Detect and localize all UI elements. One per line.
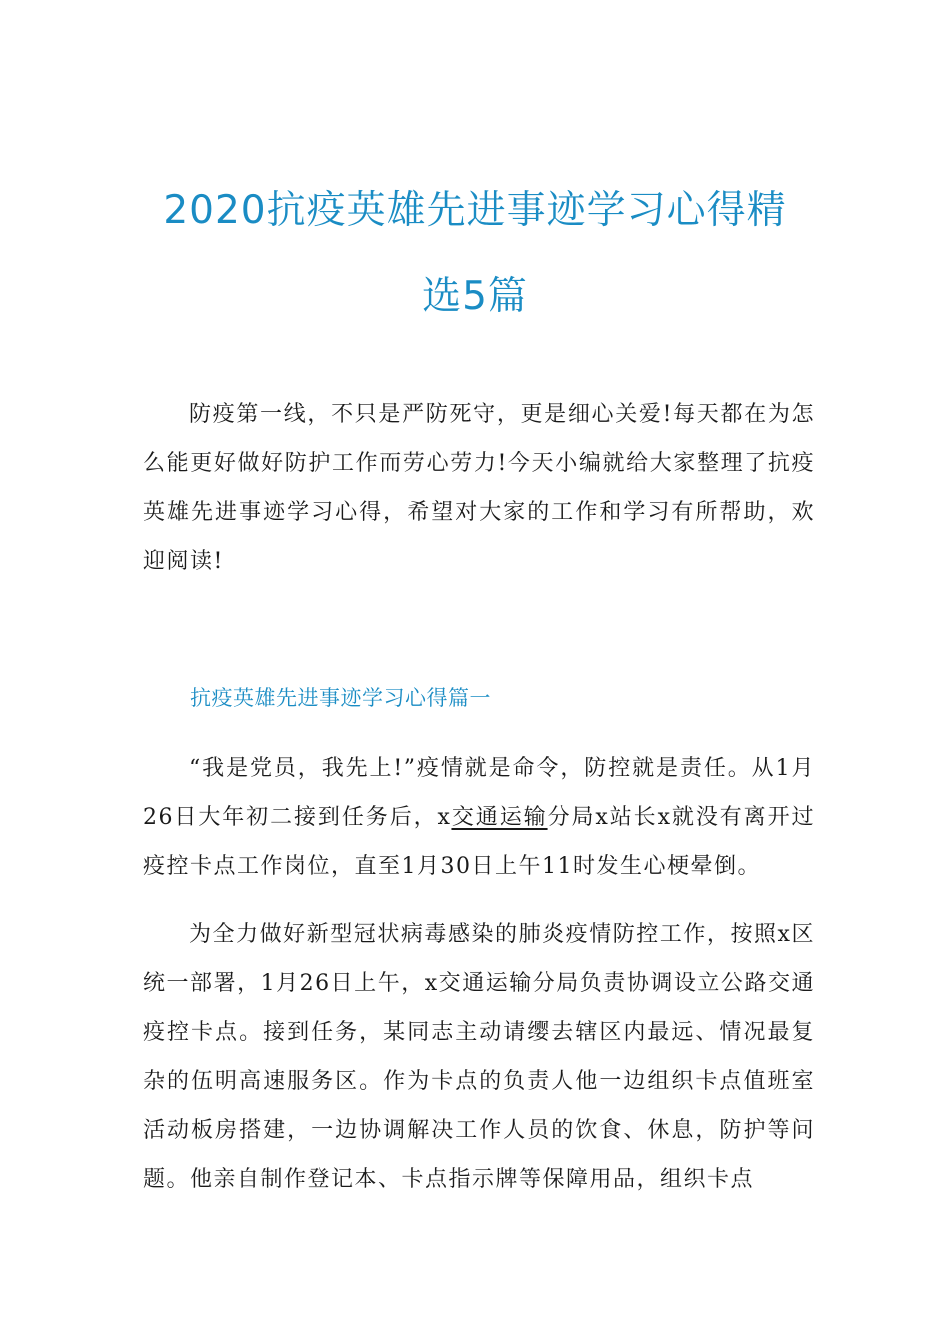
paragraph-2: 为全力做好新型冠状病毒感染的肺炎疫情防控工作，按照x区统一部署，1月26日上午，x交通运输分局负责协调设立公路交通疫控卡点。接到任务，某同志主动请缨去辖区内最远、情况最复杂的伍明高速服务区。作为卡点的负责人他一边组织卡点值班室活动板房搭建，一边协调解决工作人员的饮食、休息，防护等问题。他亲自制作登记本、卡点指示牌等保障用品，组织卡点 [143, 922, 815, 1192]
document-title [100, 168, 850, 340]
section-heading: 抗疫英雄先进事迹学习心得篇一 [190, 686, 491, 710]
intro-paragraph: 防疫第一线，不只是严防死守，更是细心关爱!每天都在为怎么能更好做好防护工作而劳心劳力!今天小编就给大家整理了抗疫英雄先进事迹学习心得，希望对大家的工作和学习有所帮助，欢迎阅读! [143, 402, 815, 574]
paragraph-1 [143, 744, 815, 891]
paragraph-1-text-b: 分局x站长x就没有离开过疫控卡点工作岗位，直至1月30日上午11时发生心梗晕倒。 [143, 805, 815, 879]
title-line-2: 选5篇 [422, 274, 528, 319]
paragraph-1-text-a: “我是党员，我先上!”疫情就是命令，防控就是责任。从1月26日大年初二接到任务后，x [143, 756, 815, 830]
paragraph-1-underlined-text: 交通运输 [451, 805, 548, 830]
title-line-1: 2020抗疫英雄先进事迹学习心得精 [163, 188, 787, 233]
